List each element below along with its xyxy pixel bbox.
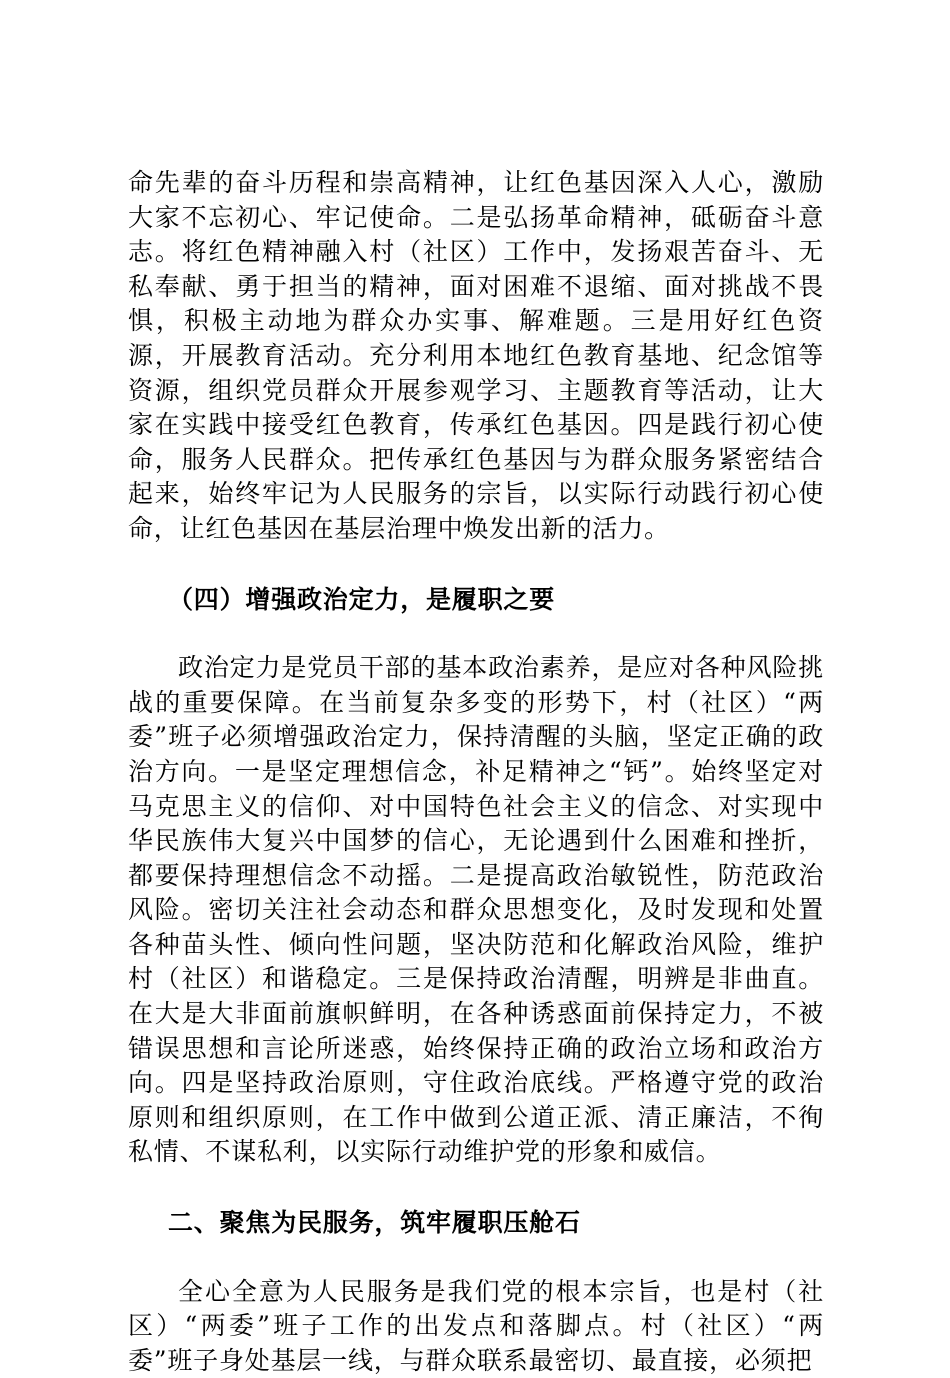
body-paragraph-1: 命先辈的奋斗历程和崇高精神，让红色基因深入人心，激励大家不忘初心、牢记使命。二是弘扬革命精神，砥砺奋斗意志。将红色精神融入村（社区）工作中，发扬艰苦奋斗、无私奉献、勇于担当的精神，面对困难不退缩、面对挑战不畏惧，积极主动地为群众办实事、解难题。三是用好红色资源，开展教育活动。充分利用本地红色教育基地、纪念馆等资源，组织党员群众开展参观学习、主题教育等活动，让大家在实践中接受红色教育，传承红色基因。四是践行初心使命，服务人民群众。把传承红色基因与为群众服务紧密结合起来，始终牢记为人民服务的宗旨，以实际行动践行初心使命，让红色基因在基层治理中焕发出新的活力。: [128, 168, 824, 543]
spacer: [128, 1241, 824, 1275]
body-paragraph-3: 全心全意为人民服务是我们党的根本宗旨，也是村（社区）“两委”班子工作的出发点和落脚点。村（社区）“两委”班子身处基层一线，与群众联系最密切、最直接，必须把: [128, 1276, 824, 1375]
document-body: [128, 166, 824, 1378]
chapter-heading-2: 二、聚焦为民服务，筑牢履职压舱石: [168, 1208, 581, 1238]
spacer: [128, 617, 824, 651]
body-paragraph-2: 政治定力是党员干部的基本政治素养，是应对各种风险挑战的重要保障。在当前复杂多变的形势下，村（社区）“两委”班子必须增强政治定力，保持清醒的头脑，坚定正确的政治方向。一是坚定理想信念，补足精神之“钙”。始终坚定对马克思主义的信仰、对中国特色社会主义的信念、对实现中华民族伟大复兴中国梦的信心，无论遇到什么困难和挫折，都要保持理想信念不动摇。二是提高政治敏锐性，防范政治风险。密切关注社会动态和群众思想变化，及时发现和处置各种苗头性、倾向性问题，坚决防范和化解政治风险，维护村（社区）和谐稳定。三是保持政治清醒，明辨是非曲直。在大是大非面前旗帜鲜明，在各种诱惑面前保持定力，不被错误思想和言论所迷惑，始终保持正确的政治立场和政治方向。四是坚持政治原则，守住政治底线。严格遵守党的政治原则和组织原则，在工作中做到公道正派、清正廉洁，不徇私情、不谋私利，以实际行动维护党的形象和威信。: [128, 653, 824, 1167]
spacer: [128, 1170, 824, 1206]
section-heading-4: （四）增强政治定力，是履职之要: [168, 584, 556, 614]
spacer: [128, 547, 824, 583]
